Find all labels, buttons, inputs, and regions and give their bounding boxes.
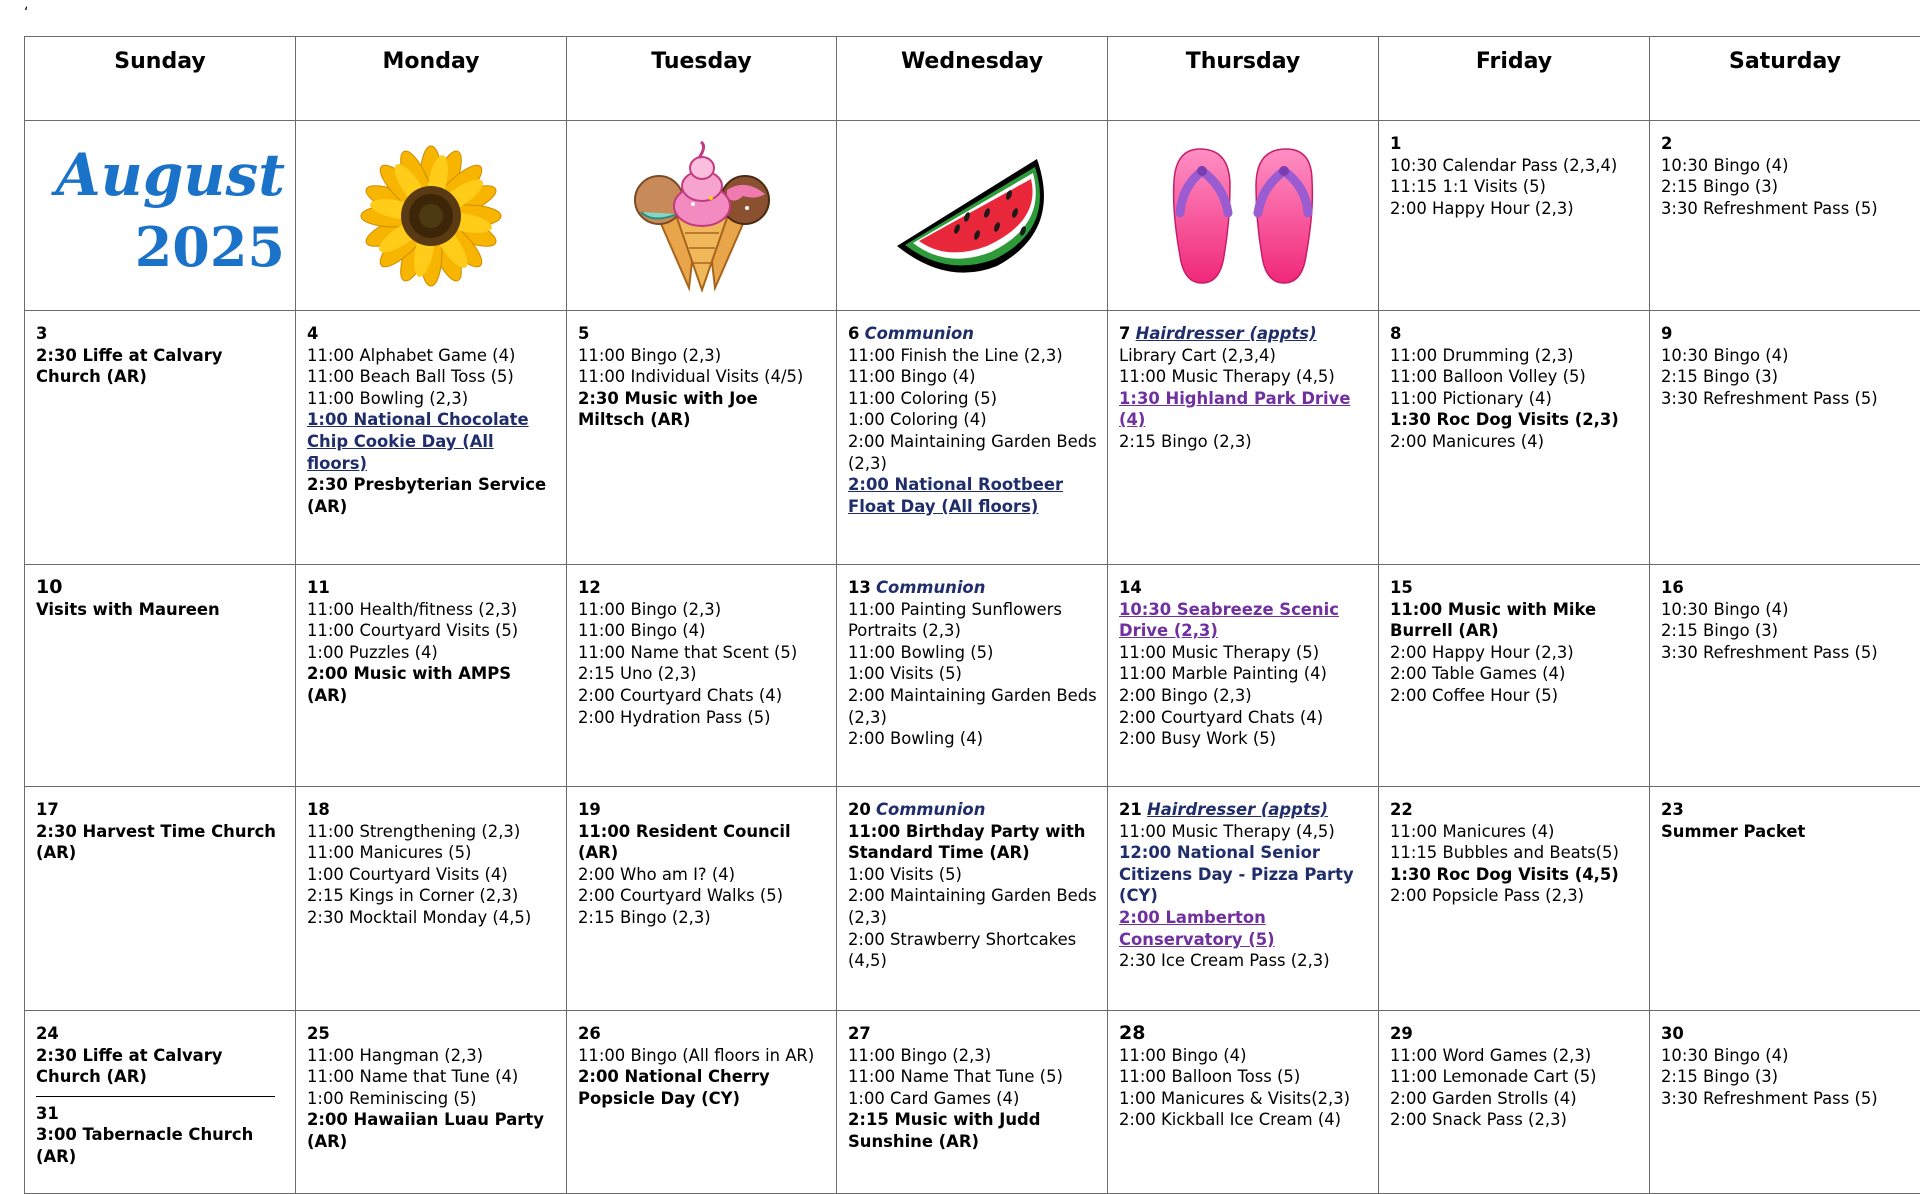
day-title: Communion bbox=[876, 800, 985, 819]
day-cell-16 bbox=[1650, 565, 1920, 787]
event: 11:00 Finish the Line (2,3) bbox=[848, 345, 1097, 367]
day-cell-9 bbox=[1650, 311, 1920, 565]
weekday-saturday: Saturday bbox=[1650, 37, 1920, 121]
day-cell-2 bbox=[1650, 121, 1920, 311]
day-number: 8 bbox=[1390, 324, 1401, 343]
day-cell-6 bbox=[837, 311, 1108, 565]
event: 2:00 Strawberry Shortcakes (4,5) bbox=[848, 929, 1097, 972]
day-number: 3 bbox=[36, 324, 47, 343]
day-cell-18 bbox=[296, 787, 567, 1011]
day-cell-4 bbox=[296, 311, 567, 565]
event: 2:15 Bingo (3) bbox=[1661, 1066, 1910, 1088]
event: 11:15 1:1 Visits (5) bbox=[1390, 176, 1639, 198]
day-cell-23 bbox=[1650, 787, 1920, 1011]
event: 3:00 Tabernacle Church (AR) bbox=[36, 1124, 285, 1167]
weekday-sunday: Sunday bbox=[25, 37, 296, 121]
event: 2:30 Mocktail Monday (4,5) bbox=[307, 907, 556, 929]
event: 2:00 Maintaining Garden Beds (2,3) bbox=[848, 885, 1097, 928]
day-number: 5 bbox=[578, 324, 589, 343]
event: 2:00 Who am I? (4) bbox=[578, 864, 826, 886]
flip-flops-icon bbox=[1158, 141, 1328, 291]
event: 2:00 National Cherry Popsicle Day (CY) bbox=[578, 1066, 826, 1109]
event: 2:00 Garden Strolls (4) bbox=[1390, 1088, 1639, 1110]
event: 11:00 Alphabet Game (4) bbox=[307, 345, 556, 367]
event: 2:15 Bingo (2,3) bbox=[578, 907, 826, 929]
weekday-header-row bbox=[25, 37, 1920, 121]
day-title-link[interactable]: Hairdresser (appts) bbox=[1147, 800, 1328, 819]
event: 11:00 Lemonade Cart (5) bbox=[1390, 1066, 1639, 1088]
event: 11:00 Balloon Toss (5) bbox=[1119, 1066, 1368, 1088]
day-number: 6 bbox=[848, 324, 859, 343]
event: 2:00 Hawaiian Luau Party (AR) bbox=[307, 1109, 556, 1152]
day-cell-3 bbox=[25, 311, 296, 565]
event: 10:30 Bingo (4) bbox=[1661, 345, 1910, 367]
event: Library Cart (2,3,4) bbox=[1119, 345, 1368, 367]
event: 2:00 Coffee Hour (5) bbox=[1390, 685, 1639, 707]
event-link[interactable]: 1:00 National Chocolate Chip Cookie Day (All floors) bbox=[307, 409, 556, 474]
day-number: 15 bbox=[1390, 578, 1413, 597]
event: 2:00 Popsicle Pass (2,3) bbox=[1390, 885, 1639, 907]
event: 11:00 Music Therapy (5) bbox=[1119, 642, 1368, 664]
event: 11:00 Word Games (2,3) bbox=[1390, 1045, 1639, 1067]
event: 2:30 Liffe at Calvary Church (AR) bbox=[36, 1045, 285, 1088]
event: 2:00 Happy Hour (2,3) bbox=[1390, 642, 1639, 664]
event: 2:00 Kickball Ice Cream (4) bbox=[1119, 1109, 1368, 1131]
event: 11:00 Manicures (4) bbox=[1390, 821, 1639, 843]
event: 2:00 Table Games (4) bbox=[1390, 663, 1639, 685]
event-link[interactable]: 2:00 National Rootbeer Float Day (All floors) bbox=[848, 474, 1097, 517]
event: 2:00 Hydration Pass (5) bbox=[578, 707, 826, 729]
day-number: 13 bbox=[848, 578, 871, 597]
day-number: 12 bbox=[578, 578, 601, 597]
event: 11:00 Beach Ball Toss (5) bbox=[307, 366, 556, 388]
week-row-5 bbox=[25, 1011, 1920, 1194]
day-number: 11 bbox=[307, 578, 330, 597]
event: 1:00 Manicures & Visits(2,3) bbox=[1119, 1088, 1368, 1110]
event: 11:00 Bingo (2,3) bbox=[578, 345, 826, 367]
day-number: 1 bbox=[1390, 134, 1401, 153]
picture-cell-monday bbox=[296, 121, 567, 311]
event: 1:00 Visits (5) bbox=[848, 864, 1097, 886]
day-divider bbox=[36, 1096, 275, 1097]
event: 3:30 Refreshment Pass (5) bbox=[1661, 642, 1910, 664]
event: 11:00 Hangman (2,3) bbox=[307, 1045, 556, 1067]
day-number: 16 bbox=[1661, 578, 1684, 597]
event: 2:00 Bowling (4) bbox=[848, 728, 1097, 750]
day-number: 25 bbox=[307, 1024, 330, 1043]
event: 11:00 Health/fitness (2,3) bbox=[307, 599, 556, 621]
event: 2:30 Music with Joe Miltsch (AR) bbox=[578, 388, 826, 431]
day-number: 28 bbox=[1119, 1022, 1145, 1044]
day-number: 23 bbox=[1661, 800, 1684, 819]
event: 1:30 Roc Dog Visits (4,5) bbox=[1390, 864, 1639, 886]
month-title-cell bbox=[25, 121, 296, 311]
day-number: 17 bbox=[36, 800, 59, 819]
day-number: 9 bbox=[1661, 324, 1672, 343]
week-row-4 bbox=[25, 787, 1920, 1011]
watermelon-icon bbox=[887, 151, 1057, 281]
event: 2:30 Presbyterian Service (AR) bbox=[307, 474, 556, 517]
day-cell-28 bbox=[1108, 1011, 1379, 1194]
event: 11:00 Bingo (2,3) bbox=[578, 599, 826, 621]
event: 2:00 Music with AMPS (AR) bbox=[307, 663, 556, 706]
day-cell-17 bbox=[25, 787, 296, 1011]
event: 11:00 Music Therapy (4,5) bbox=[1119, 821, 1368, 843]
ice-cream-cones-icon bbox=[627, 138, 777, 293]
event: 1:00 Puzzles (4) bbox=[307, 642, 556, 664]
event: 1:30 Roc Dog Visits (2,3) bbox=[1390, 409, 1639, 431]
event: 2:00 Busy Work (5) bbox=[1119, 728, 1368, 750]
day-title-link[interactable]: Hairdresser (appts) bbox=[1136, 324, 1317, 343]
weekday-wednesday: Wednesday bbox=[837, 37, 1108, 121]
event: 2:30 Ice Cream Pass (2,3) bbox=[1119, 950, 1368, 972]
day-number: 30 bbox=[1661, 1024, 1684, 1043]
event: 11:00 Courtyard Visits (5) bbox=[307, 620, 556, 642]
event: 11:00 Individual Visits (4/5) bbox=[578, 366, 826, 388]
event: 11:00 Balloon Volley (5) bbox=[1390, 366, 1639, 388]
picture-cell-thursday bbox=[1108, 121, 1379, 311]
day-cell-8 bbox=[1379, 311, 1650, 565]
day-number: 29 bbox=[1390, 1024, 1413, 1043]
day-title: Communion bbox=[865, 324, 974, 343]
day-cell-10 bbox=[25, 565, 296, 787]
day-number: 19 bbox=[578, 800, 601, 819]
day-number: 10 bbox=[36, 576, 62, 598]
event: 2:15 Music with Judd Sunshine (AR) bbox=[848, 1109, 1097, 1152]
event: 2:00 Maintaining Garden Beds (2,3) bbox=[848, 685, 1097, 728]
day-number: 27 bbox=[848, 1024, 871, 1043]
event: 11:00 Resident Council (AR) bbox=[578, 821, 826, 864]
day-cell-5 bbox=[567, 311, 837, 565]
weekday-tuesday: Tuesday bbox=[567, 37, 837, 121]
day-cell-20 bbox=[837, 787, 1108, 1011]
day-cell-25 bbox=[296, 1011, 567, 1194]
event-link[interactable]: 10:30 Seabreeze Scenic Drive (2,3) bbox=[1119, 599, 1368, 642]
day-cell-12 bbox=[567, 565, 837, 787]
picture-cell-wednesday bbox=[837, 121, 1108, 311]
event: 11:00 Bingo (4) bbox=[1119, 1045, 1368, 1067]
day-cell-24-31 bbox=[25, 1011, 296, 1194]
day-number: 26 bbox=[578, 1024, 601, 1043]
day-number: 14 bbox=[1119, 578, 1142, 597]
event: 11:00 Bingo (4) bbox=[578, 620, 826, 642]
event: 2:30 Harvest Time Church (AR) bbox=[36, 821, 285, 864]
event: 10:30 Bingo (4) bbox=[1661, 1045, 1910, 1067]
event: 2:15 Uno (2,3) bbox=[578, 663, 826, 685]
event: 11:00 Painting Sunflowers Portraits (2,3) bbox=[848, 599, 1097, 642]
event: 11:00 Music with Mike Burrell (AR) bbox=[1390, 599, 1639, 642]
sunflower-icon bbox=[356, 141, 506, 291]
week-row-1 bbox=[25, 121, 1920, 311]
week-row-2 bbox=[25, 311, 1920, 565]
event: 10:30 Bingo (4) bbox=[1661, 155, 1910, 177]
event: 11:00 Music Therapy (4,5) bbox=[1119, 366, 1368, 388]
event: 3:30 Refreshment Pass (5) bbox=[1661, 1088, 1910, 1110]
weekday-monday: Monday bbox=[296, 37, 567, 121]
event: 2:00 Happy Hour (2,3) bbox=[1390, 198, 1639, 220]
event: 2:15 Bingo (3) bbox=[1661, 366, 1910, 388]
event: 11:00 Birthday Party with Standard Time (AR) bbox=[848, 821, 1097, 864]
event: 12:00 National Senior Citizens Day - Pizza Party (CY) bbox=[1119, 842, 1368, 907]
event: 2:00 Snack Pass (2,3) bbox=[1390, 1109, 1639, 1131]
day-cell-14 bbox=[1108, 565, 1379, 787]
event: 11:00 Bingo (2,3) bbox=[848, 1045, 1097, 1067]
event: 3:30 Refreshment Pass (5) bbox=[1661, 198, 1910, 220]
calendar-grid bbox=[24, 36, 1920, 1194]
day-cell-15 bbox=[1379, 565, 1650, 787]
day-number: 7 bbox=[1119, 324, 1130, 343]
day-number: 4 bbox=[307, 324, 318, 343]
event-link[interactable]: 2:00 Lamberton Conservatory (5) bbox=[1119, 907, 1368, 950]
day-cell-1 bbox=[1379, 121, 1650, 311]
event: 11:00 Name that Tune (4) bbox=[307, 1066, 556, 1088]
event: 11:00 Name That Tune (5) bbox=[848, 1066, 1097, 1088]
day-number: 18 bbox=[307, 800, 330, 819]
day-number: 21 bbox=[1119, 800, 1142, 819]
event: 2:15 Bingo (2,3) bbox=[1119, 431, 1368, 453]
event: 2:00 Courtyard Chats (4) bbox=[1119, 707, 1368, 729]
event: 1:00 Reminiscing (5) bbox=[307, 1088, 556, 1110]
week-row-3 bbox=[25, 565, 1920, 787]
event: 10:30 Bingo (4) bbox=[1661, 599, 1910, 621]
event: 2:15 Kings in Corner (2,3) bbox=[307, 885, 556, 907]
event: 10:30 Calendar Pass (2,3,4) bbox=[1390, 155, 1639, 177]
day-cell-7 bbox=[1108, 311, 1379, 565]
month-name: August bbox=[56, 139, 285, 211]
day-number: 24 bbox=[36, 1024, 59, 1043]
event: 11:00 Marble Painting (4) bbox=[1119, 663, 1368, 685]
event: 2:00 Maintaining Garden Beds (2,3) bbox=[848, 431, 1097, 474]
month-year: 2025 bbox=[56, 211, 285, 283]
event: 3:30 Refreshment Pass (5) bbox=[1661, 388, 1910, 410]
event: 11:00 Strengthening (2,3) bbox=[307, 821, 556, 843]
event: 1:00 Card Games (4) bbox=[848, 1088, 1097, 1110]
picture-cell-tuesday bbox=[567, 121, 837, 311]
event: 2:15 Bingo (3) bbox=[1661, 620, 1910, 642]
day-cell-13 bbox=[837, 565, 1108, 787]
event: 11:15 Bubbles and Beats(5) bbox=[1390, 842, 1639, 864]
event: 11:00 Name that Scent (5) bbox=[578, 642, 826, 664]
event: 11:00 Manicures (5) bbox=[307, 842, 556, 864]
event: Visits with Maureen bbox=[36, 599, 285, 621]
day-number: 22 bbox=[1390, 800, 1413, 819]
day-cell-26 bbox=[567, 1011, 837, 1194]
event: Summer Packet bbox=[1661, 821, 1910, 843]
event-link[interactable]: 1:30 Highland Park Drive (4) bbox=[1119, 388, 1368, 431]
event: 11:00 Bingo (All floors in AR) bbox=[578, 1045, 826, 1067]
day-cell-22 bbox=[1379, 787, 1650, 1011]
day-cell-29 bbox=[1379, 1011, 1650, 1194]
event: 1:00 Coloring (4) bbox=[848, 409, 1097, 431]
day-number: 31 bbox=[36, 1104, 59, 1123]
day-cell-27 bbox=[837, 1011, 1108, 1194]
event: 1:00 Visits (5) bbox=[848, 663, 1097, 685]
event: 2:00 Courtyard Chats (4) bbox=[578, 685, 826, 707]
weekday-friday: Friday bbox=[1379, 37, 1650, 121]
day-title: Communion bbox=[876, 578, 985, 597]
day-cell-21 bbox=[1108, 787, 1379, 1011]
event: 11:00 Bowling (5) bbox=[848, 642, 1097, 664]
event: 2:00 Manicures (4) bbox=[1390, 431, 1639, 453]
day-cell-30 bbox=[1650, 1011, 1920, 1194]
corner-mark: ‘ bbox=[24, 6, 28, 20]
event: 2:30 Liffe at Calvary Church (AR) bbox=[36, 345, 285, 388]
day-cell-11 bbox=[296, 565, 567, 787]
day-number: 20 bbox=[848, 800, 871, 819]
event: 11:00 Pictionary (4) bbox=[1390, 388, 1639, 410]
weekday-thursday: Thursday bbox=[1108, 37, 1379, 121]
month-title bbox=[56, 139, 285, 283]
day-number: 2 bbox=[1661, 134, 1672, 153]
event: 11:00 Bingo (4) bbox=[848, 366, 1097, 388]
day-cell-19 bbox=[567, 787, 837, 1011]
event: 1:00 Courtyard Visits (4) bbox=[307, 864, 556, 886]
event: 2:15 Bingo (3) bbox=[1661, 176, 1910, 198]
event: 2:00 Bingo (2,3) bbox=[1119, 685, 1368, 707]
event: 11:00 Coloring (5) bbox=[848, 388, 1097, 410]
event: 11:00 Drumming (2,3) bbox=[1390, 345, 1639, 367]
event: 2:00 Courtyard Walks (5) bbox=[578, 885, 826, 907]
event: 11:00 Bowling (2,3) bbox=[307, 388, 556, 410]
